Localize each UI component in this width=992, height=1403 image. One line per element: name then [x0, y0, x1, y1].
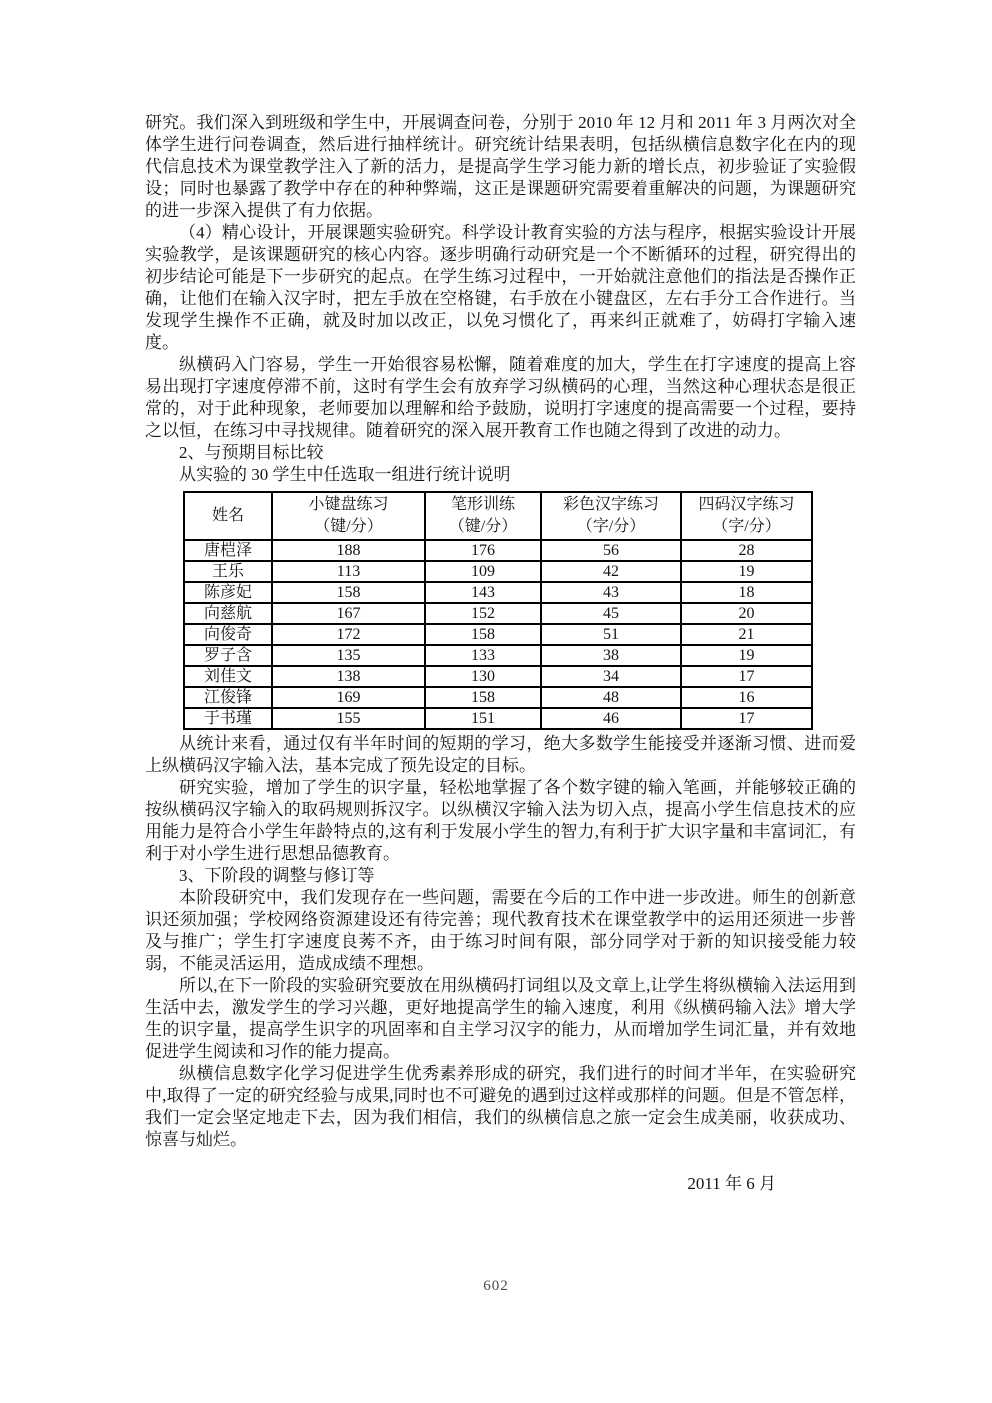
paragraph: 纵横信息数字化学习促进学生优秀素养形成的研究，我们进行的时间才半年，在实验研究中,取得了一定的研究经验与成果,同时也不可避免的遇到过这样或那样的问题。但是不管怎样，我们一定会坚定地走下去，因为我们相信，我们的纵横信息之旅一定会生成美丽，收获成功、惊喜与灿烂。 [145, 1064, 856, 1149]
cell-value: 158 [272, 582, 425, 603]
cell-value: 155 [272, 708, 425, 729]
cell-name: 向慈航 [184, 603, 272, 624]
cell-name: 向俊奇 [184, 624, 272, 645]
table-caption: 从实验的 30 学生中任选取一组进行统计说明 [179, 465, 511, 484]
table-row [184, 666, 812, 687]
cell-value: 20 [681, 603, 812, 624]
cell-value: 43 [541, 582, 681, 603]
table-row [184, 582, 812, 603]
paragraph: （4）精心设计，开展课题实验研究。科学设计教育实验的方法与程序，根据实验设计开展实验教学，是该课题研究的核心内容。逐步明确行动研究是一个不断循环的过程，研究得出的初步结论可能是下一步研究的起点。在学生练习过程中，一开始就注意他们的指法是否操作正确，让他们在输入汉字时，把左手放在空格键，右手放在小键盘区，左右手分工合作进行。当发现学生操作不正确，就及时加以改正，以免习惯化了，再来纠正就难了，妨碍打字输入速度。 [145, 223, 856, 352]
section-heading: 2、与预期目标比较 [179, 443, 324, 462]
statistics-table [183, 491, 813, 730]
cell-value: 167 [272, 603, 425, 624]
cell-value: 28 [681, 540, 812, 561]
table-row [184, 540, 812, 561]
cell-name: 罗子含 [184, 645, 272, 666]
cell-value: 138 [272, 666, 425, 687]
cell-value: 17 [681, 708, 812, 729]
cell-value: 135 [272, 645, 425, 666]
table-row [184, 561, 812, 582]
cell-name: 王乐 [184, 561, 272, 582]
cell-name: 于书瑾 [184, 708, 272, 729]
table-row [184, 645, 812, 666]
section-heading: 3、下阶段的调整与修订等 [179, 866, 375, 885]
column-header-four-code [681, 492, 812, 540]
cell-value: 48 [541, 687, 681, 708]
header-title: 姓名 [211, 507, 244, 524]
cell-value: 158 [425, 687, 541, 708]
table-row [184, 624, 812, 645]
table-row [184, 603, 812, 624]
column-header-name [184, 492, 272, 540]
cell-name: 唐桤泽 [184, 540, 272, 561]
cell-value: 45 [541, 603, 681, 624]
cell-value: 143 [425, 582, 541, 603]
cell-value: 16 [681, 687, 812, 708]
header-title: 小键盘练习 [308, 496, 389, 513]
header-title: 四码汉字练习 [698, 496, 795, 513]
table-row [184, 708, 812, 729]
cell-value: 130 [425, 666, 541, 687]
cell-value: 38 [541, 645, 681, 666]
cell-value: 169 [272, 687, 425, 708]
cell-value: 172 [272, 624, 425, 645]
header-unit: （字/分） [712, 518, 781, 535]
cell-name: 刘佳文 [184, 666, 272, 687]
cell-value: 34 [541, 666, 681, 687]
cell-value: 46 [541, 708, 681, 729]
cell-value: 18 [681, 582, 812, 603]
cell-value: 42 [541, 561, 681, 582]
cell-value: 109 [425, 561, 541, 582]
paragraph: 研究实验，增加了学生的识字量，轻松地掌握了各个数字键的输入笔画，并能够较正确的按纵横码汉字输入的取码规则拆汉字。以纵横汉字输入法为切入点，提高小学生信息技术的应用能力是符合小学生年龄特点的,这有利于发展小学生的智力,有利于扩大识字量和丰富词汇，有利于对小学生进行思想品德教育。 [145, 778, 856, 863]
cell-value: 158 [425, 624, 541, 645]
cell-value: 17 [681, 666, 812, 687]
header-title: 彩色汉字练习 [562, 496, 659, 513]
cell-value: 19 [681, 561, 812, 582]
paragraph: 所以,在下一阶段的实验研究要放在用纵横码打词组以及文章上,让学生将纵横输入法运用到生活中去，激发学生的学习兴趣，更好地提高学生的输入速度，利用《纵横码输入法》增大学生的识字量，提高学生识字的巩固率和自主学习汉字的能力，从而增加学生词汇量，并有效地促进学生阅读和习作的能力提高。 [145, 976, 856, 1061]
cell-value: 56 [541, 540, 681, 561]
date-line: 2011 年 6 月 [687, 1174, 776, 1193]
cell-name: 江俊锋 [184, 687, 272, 708]
paragraph: 本阶段研究中，我们发现存在一些问题，需要在今后的工作中进一步改进。师生的创新意识还须加强；学校网络资源建设还有待完善；现代教育技术在课堂教学中的运用还须进一步普及与推广；学生打字速度良莠不齐，由于练习时间有限，部分同学对于新的知识接受能力较弱，不能灵活运用，造成成绩不理想。 [145, 888, 856, 973]
table-header-row [184, 492, 812, 540]
paragraph: 从统计来看，通过仅有半年时间的短期的学习，绝大多数学生能接受并逐渐习惯、进而爱上纵横码汉字输入法，基本完成了预先设定的目标。 [145, 734, 856, 775]
page-content [145, 112, 856, 1195]
table-row [184, 687, 812, 708]
header-title: 笔形训练 [450, 496, 515, 513]
cell-name: 陈彦妃 [184, 582, 272, 603]
header-unit: （字/分） [576, 518, 646, 535]
cell-value: 51 [541, 624, 681, 645]
statistics-table-wrapper [183, 491, 856, 730]
cell-value: 151 [425, 708, 541, 729]
page-number: 602 [483, 1278, 509, 1294]
column-header-keypad [272, 492, 425, 540]
cell-value: 21 [681, 624, 812, 645]
cell-value: 133 [425, 645, 541, 666]
column-header-color-chars [541, 492, 681, 540]
cell-value: 113 [272, 561, 425, 582]
cell-value: 176 [425, 540, 541, 561]
paragraph: 纵横码入门容易，学生一开始很容易松懈，随着难度的加大，学生在打字速度的提高上容易出现打字速度停滞不前，这时有学生会有放弃学习纵横码的心理，当然这种心理状态是很正常的，对于此种现象，老师要加以理解和给予鼓励，说明打字速度的提高需要一个过程，要持之以恒，在练习中寻找规律。随着研究的深入展开教育工作也随之得到了改进的动力。 [145, 355, 856, 440]
paragraph-continuation: 研究。我们深入到班级和学生中，开展调查问卷，分别于 2010 年 12 月和 2011 年 3 月两次对全体学生进行问卷调查，然后进行抽样统计。研究统计结果表明，包括纵横信息数字化在内的现代信息技术为课堂教学注入了新的活力，是提高学生学习能力新的增长点，初步验证了实验假设；同时也暴露了教学中存在的种种弊端，这正是课题研究需要着重解决的问题，为课题研究的进一步深入提供了有力依据。 [145, 113, 856, 220]
header-unit: （键/分） [314, 518, 383, 535]
cell-value: 19 [681, 645, 812, 666]
column-header-stroke [425, 492, 541, 540]
cell-value: 152 [425, 603, 541, 624]
header-unit: （键/分） [448, 518, 518, 535]
cell-value: 188 [272, 540, 425, 561]
